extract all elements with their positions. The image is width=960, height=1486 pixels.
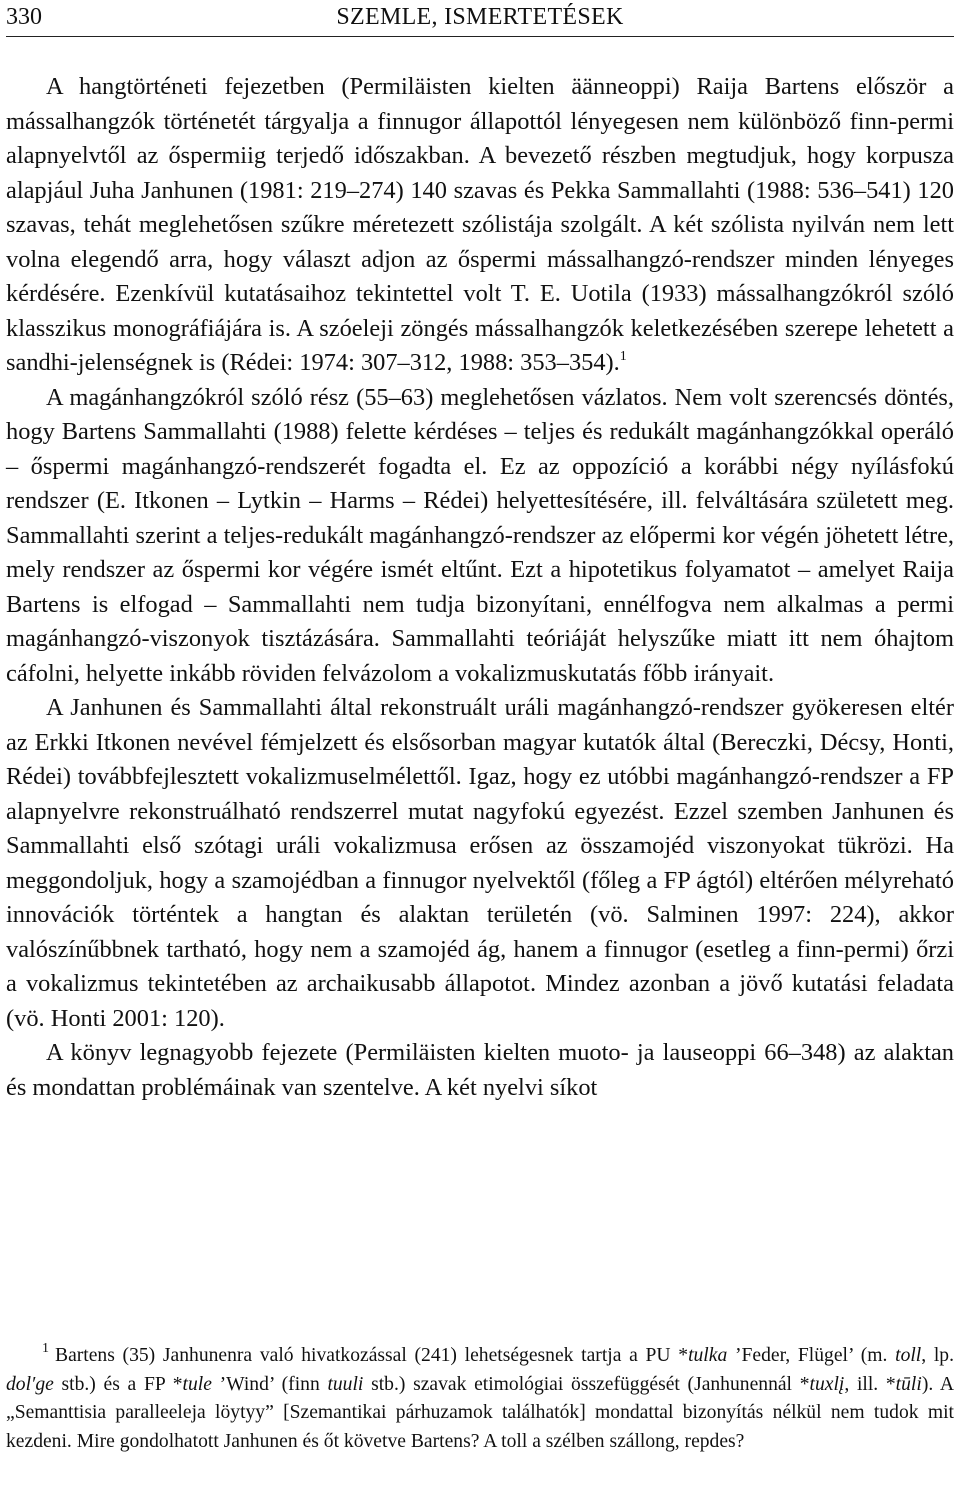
paragraph-text: A magánhangzókról szóló rész (55–63) meglehetősen vázlatos. Nem volt szerencsés döntés, hogy Bartens Sammallahti (1988) felette kérdéses – teljes és redukált magánhangzókkal operáló – őspermi magánhangzó-rendszerét fogadta el. Ez az oppozíció a korábbi négy nyílásfokú rendszer (E. Itkonen – Lytkin – Harms – Rédei) helyettesítésére, ill. felváltására született meg. Sammallahti szerint a teljes-redukált magánhangzó-rendszer az előpermi kor végén jöhetett létre, mely rendszer az őspermi kor végére ismét eltűnt. Ezt a hipotetikus folyamatot – amelyet Raija Bartens is elfogad – Sammallahti nem tudja bizonyítani, ennélfogva nem alkalmas a permi magánhangzó-viszonyok tisztázására. Sammallahti teóriáját helyszűke miatt itt nem óhajtom cáfolni, helyette inkább röviden felvázolom a vokalizmuskutatás főbb irányait.: [6, 383, 954, 687]
footnote: [6, 1342, 954, 1456]
footnote-segment: ). A „Semanttisia paralleeleja löytyy” [Szemantikai párhuzamok találhatók] mondattal bizonyítás nélkül nem tudok mit kezdeni. Mire gondolhatott Janhunen és őt követve Bartens? A toll a szélben szállong, repdes?: [6, 1373, 955, 1452]
footnote-mark: 1: [42, 1341, 49, 1356]
paragraph-text: A könyv legnagyobb fejezete (Permiläisten kielten muoto- ja lauseoppi 66–348) az alaktan és mondattan problémáinak van szentelve. A két nyelvi síkot: [6, 1039, 954, 1101]
footnote-italic-term: tuxlį: [809, 1373, 845, 1395]
footnote-segment: , ill. *: [844, 1373, 896, 1395]
footnote-segment: ’Wind’ (finn: [211, 1373, 328, 1395]
footnote-segment: stb.) szavak etimológiai összefüggését (Janhunennál *: [363, 1373, 810, 1395]
footnote-italic-term: tulka: [688, 1345, 728, 1366]
footnote-segment: ’Feder, Flügel’ (m.: [727, 1345, 896, 1366]
paragraph-text: A hangtörténeti fejezetben (Permiläisten kielten äänneoppi) Raija Bartens először a mássalhangzók történetét tárgyalja a finnugor állapottól lényegesen nem különböző finn-permi alapnyelvtől az őspermiig terjedő időszakban. A bevezető részben megtudjuk, hogy korpusza alapjául Juha Janhunen (1981: 219–274) 140 szavas és Pekka Sammallahti (1988: 536–541) 120 szavas, tehát meglehetősen szűkre méretezett szólistája szolgált. A két szólista nyilván nem lett volna elegendő arra, hogy választ adjon az őspermi mássalhangzó-rendszer minden lényeges kérdésére. Ezenkívül kutatásaihoz tekintettel volt T. E. Uotila (1933) mássalhangzókról szóló klasszikus monográfiájára is. A szóeleji zöngés mássalhangzók keletkezésében szerepe lehetett a sandhi-jelenségnek is (Rédei: 1974: 307–312, 1988: 353–354).: [6, 73, 954, 376]
footnote-segment: stb.) és a FP *: [53, 1373, 183, 1395]
footnote-italic-term: tūli: [895, 1373, 922, 1395]
paragraph: [6, 381, 954, 692]
footnote-italic-term: tule: [182, 1373, 212, 1395]
footnote-segment: Bartens (35) Janhunenra való hivatkozással (241) lehetségesnek tartja a PU *: [55, 1345, 689, 1366]
footnote-reference[interactable]: 1: [619, 349, 627, 364]
footnote-italic-term: toll: [895, 1345, 922, 1366]
footnote-italic-term: dol′ge: [6, 1373, 54, 1395]
body-text: [6, 70, 954, 1105]
paragraph: [6, 1036, 954, 1105]
page-header: [6, 2, 954, 37]
paragraph: [6, 691, 954, 1036]
paragraph: [6, 70, 954, 381]
page-number: 330: [6, 4, 42, 30]
footnote-text: [6, 1345, 954, 1452]
footnote-segment: , lp.: [921, 1345, 955, 1366]
footnote-italic-term: tuuli: [327, 1373, 364, 1395]
running-title: SZEMLE, ISMERTETÉSEK: [336, 4, 624, 30]
paragraph-text: A Janhunen és Sammallahti által rekonstruált uráli magánhangzó-rendszer gyökeresen eltér az Erkki Itkonen nevével fémjelzett és elsősorban magyar kutatók által (Bereczki, Décsy, Honti, Rédei) továbbfejlesztett vokalizmuselmélettől. Igaz, hogy ez utóbbi magánhangzó-rendszer a FP alapnyelvre rekonstruálható rendszerrel mutat nagyfokú egyezést. Ezzel szemben Janhunen és Sammallahti első szótagi uráli vokalizmusa erősen az összamojéd viszonyokat tükrözi. Ha meggondoljuk, hogy a szamojédban a finnugor nyelvektől (főleg a FP ágtól) eltérően mélyreható innovációk történtek a hangtan és alaktan területén (vö. Salminen 1997: 224), akkor valószínűbbnek tartható, hogy nem a szamojéd ág, hanem a finnugor (esetleg a finn-permi) őrzi a vokalizmus tekintetében az archaikusabb állapotot. Mindez azonban a jövő kutatási feladata (vö. Honti 2001: 120).: [6, 694, 954, 1032]
